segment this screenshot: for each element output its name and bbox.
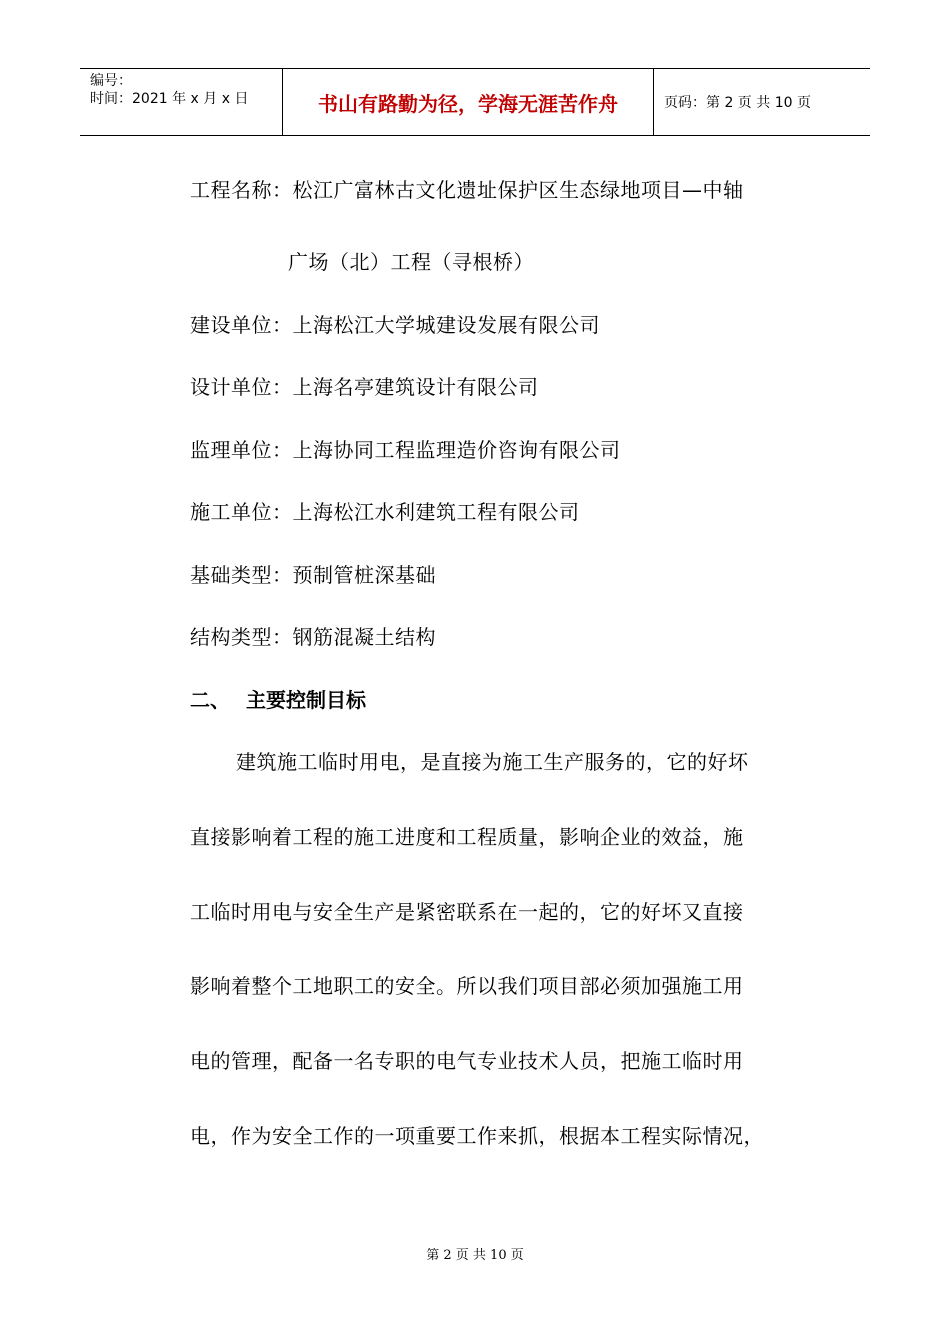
builder-unit: 建设单位：上海松江大学城建设发展有限公司 [190,313,600,337]
page-footer: 第 2 页 共 10 页 [426,1248,524,1263]
header-number-label: 编号： [90,73,132,89]
header-time-label: 时间：2021 年 x 月 x 日 [90,91,249,107]
project-name-line-1: 工程名称：松江广富林古文化遗址保护区生态绿地项目—中轴 [190,178,744,202]
paragraph-line: 建筑施工临时用电，是直接为施工生产服务的，它的好坏 [236,750,749,774]
header-motto: 书山有路勤为径，学海无涯苦作舟 [282,69,654,135]
construction-unit: 施工单位：上海松江水利建筑工程有限公司 [190,500,580,524]
section-title: 主要控制目标 [246,688,366,712]
supervision-unit: 监理单位：上海协同工程监理造价咨询有限公司 [190,438,621,462]
paragraph-line: 电的管理，配备一名专职的电气专业技术人员，把施工临时用 [190,1049,744,1073]
design-unit: 设计单位：上海名亭建筑设计有限公司 [190,375,539,399]
paragraph-line: 影响着整个工地职工的安全。所以我们项目部必须加强施工用 [190,974,744,998]
project-name-line-2: 广场（北）工程（寻根桥） [288,250,534,274]
paragraph-line: 电，作为安全工作的一项重要工作来抓，根据本工程实际情况， [190,1124,764,1148]
header-page-info: 页码：第 2 页 共 10 页 [664,95,811,111]
paragraph-line: 直接影响着工程的施工进度和工程质量，影响企业的效益，施 [190,825,744,849]
page-header [80,68,870,136]
header-meta [80,69,282,135]
section-number: 二、 [190,688,230,712]
foundation-type: 基础类型：预制管桩深基础 [190,563,436,587]
paragraph-line: 工临时用电与安全生产是紧密联系在一起的，它的好坏又直接 [190,900,744,924]
structure-type: 结构类型：钢筋混凝土结构 [190,625,436,649]
